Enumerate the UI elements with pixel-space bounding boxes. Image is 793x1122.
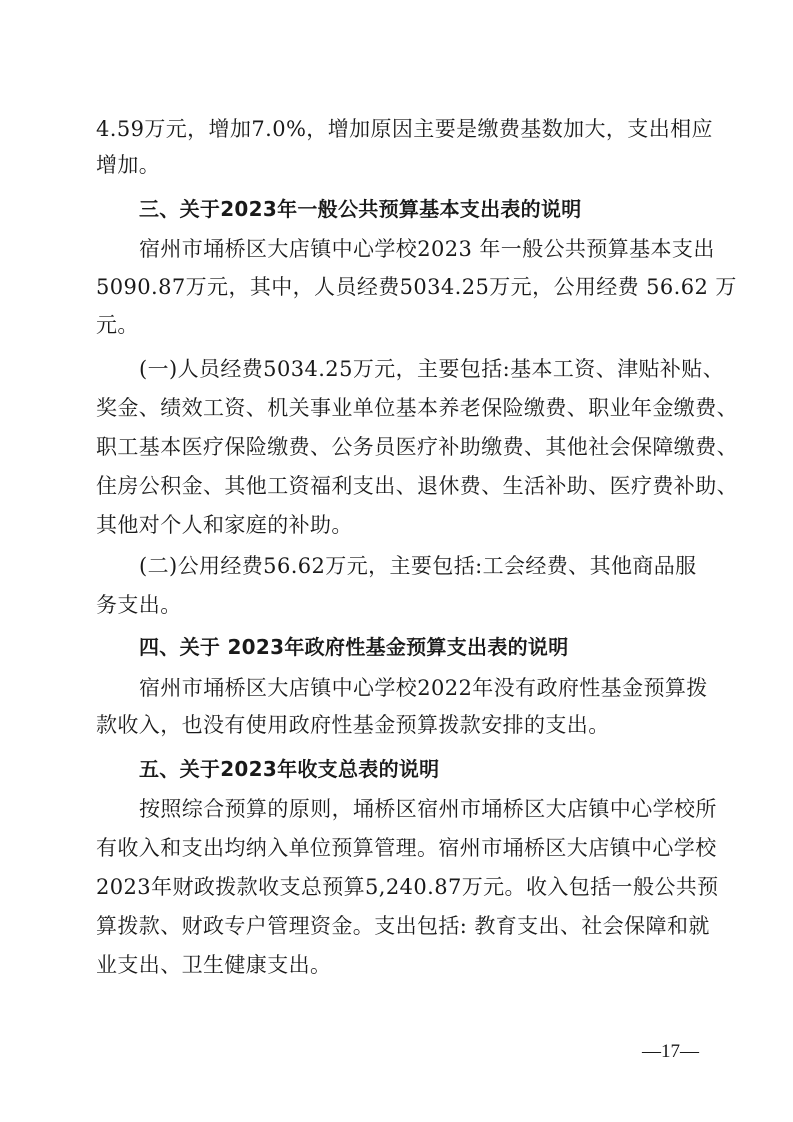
section-3-para-2-line-5: 其他对个人和家庭的补助。 [96,513,353,537]
section-3-para-1-line-1: 宿州市埇桥区大店镇中心学校2023 年一般公共预算基本支出 [139,237,715,261]
section-3-para-2-line-2: 奖金、绩效工资、机关事业单位基本养老保险缴费、职业年金缴费、 [96,396,738,420]
section-3-para-2-line-1: (一)人员经费5034.25万元，主要包括:基本工资、津贴补贴、 [139,357,725,381]
section-3-heading: 三、关于2023年一般公共预算基本支出表的说明 [139,197,582,221]
section-5-para-1-line-5: 业支出、卫生健康支出。 [96,953,332,977]
section-3-para-1-line-3: 元。 [96,313,139,337]
section-5-para-1-line-3: 2023年财政拨款收支总预算5,240.87万元。收入包括一般公共预 [96,875,719,899]
section-4-para-1-line-1: 宿州市埇桥区大店镇中心学校2022年没有政府性基金预算拨 [139,676,708,700]
continuation-line-2: 增加。 [96,153,161,177]
page-number: —17— [642,1041,699,1062]
continuation-line-1: 4.59万元，增加7.0%，增加原因主要是缴费基数加大，支出相应 [96,117,713,141]
section-3-para-3-line-2: 务支出。 [96,593,182,617]
section-5-heading: 五、关于2023年收支总表的说明 [139,757,440,781]
section-5-para-1-line-1: 按照综合预算的原则，埇桥区宿州市埇桥区大店镇中心学校所 [139,797,717,821]
section-4-para-1-line-2: 款收入，也没有使用政府性基金预算拨款安排的支出。 [96,713,610,737]
section-3-para-1-line-2: 5090.87万元，其中，人员经费5034.25万元，公用经费 56.62 万 [96,275,737,299]
section-3-para-2-line-4: 住房公积金、其他工资福利支出、退休费、生活补助、医疗费补助、 [96,474,738,498]
section-3-para-3-line-1: (二)公用经费56.62万元，主要包括:工会经费、其他商品服 [139,554,697,578]
section-3-para-2-line-3: 职工基本医疗保险缴费、公务员医疗补助缴费、其他社会保障缴费、 [96,435,738,459]
section-5-para-1-line-4: 算拨款、财政专户管理资金。支出包括: 教育支出、社会保障和就 [96,914,710,938]
section-5-para-1-line-2: 有收入和支出均纳入单位预算管理。宿州市埇桥区大店镇中心学校 [96,836,717,860]
section-4-heading: 四、关于 2023年政府性基金预算支出表的说明 [139,635,569,659]
